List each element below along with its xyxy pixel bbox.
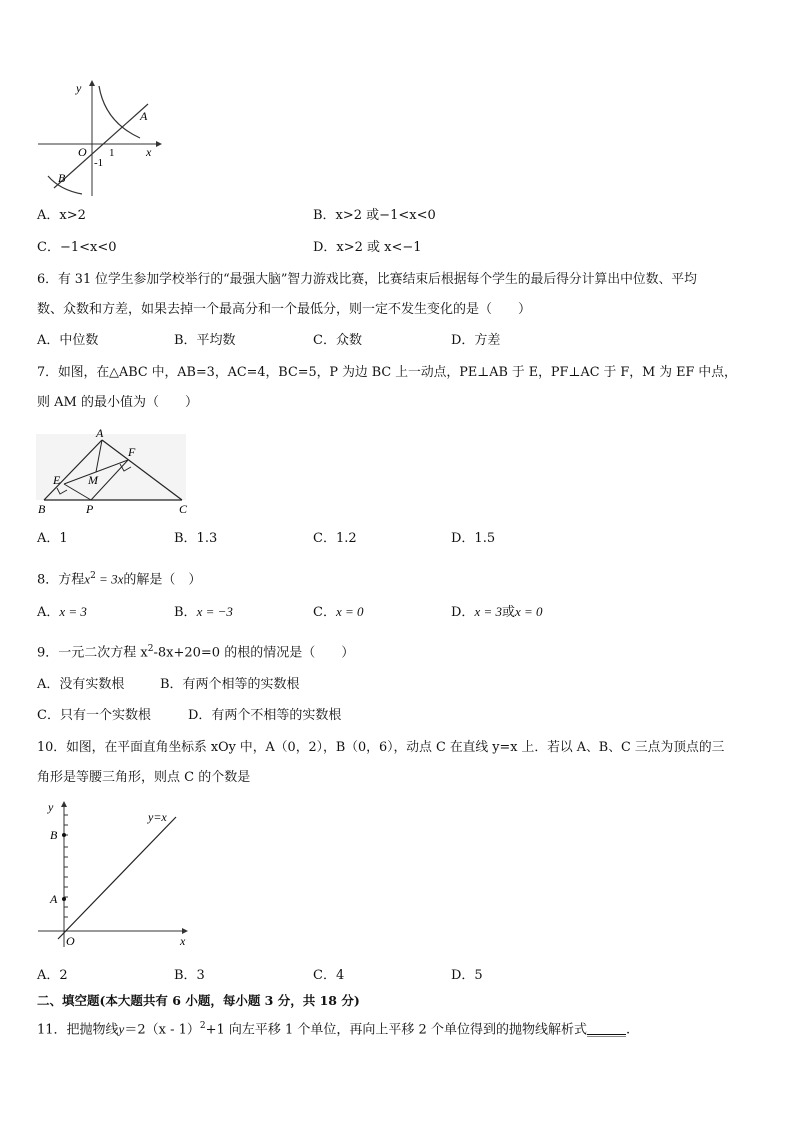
- q10-option-c: C．4: [313, 968, 345, 983]
- hyperbola-line-graph: [36, 78, 166, 200]
- q7-option-a: A．1: [37, 531, 68, 546]
- graph2-point-b-label: B: [50, 828, 58, 842]
- graph2-point-a-label: A: [50, 892, 58, 906]
- q5-option-b: B．x>2 或−1<x<0: [313, 208, 436, 223]
- q8-option-c: C．x = 0: [313, 604, 364, 620]
- fig-e-label: E: [53, 473, 61, 487]
- q10-option-b: B．3: [174, 968, 205, 983]
- graph-x-label: x: [146, 145, 152, 159]
- q6-option-d: D．方差: [451, 333, 501, 348]
- graph-y-label: y: [76, 81, 82, 95]
- graph-point-a-label: A: [140, 109, 148, 123]
- q9-option-c: C．只有一个实数根: [37, 708, 151, 723]
- graph-point-b-label: B: [58, 171, 66, 185]
- fig-m-label: M: [88, 473, 98, 487]
- answer-blank: ______: [586, 1022, 626, 1038]
- q7-option-b: B．1.3: [174, 531, 218, 546]
- fig-c-label: C: [179, 502, 188, 516]
- q10-text-line1: 10．如图，在平面直角坐标系 xOy 中，A（0，2），B（0，6），动点 C 在直线 y=x 上．若以 A、B、C 三点为顶点的三: [37, 740, 725, 755]
- q8-option-d: D．x = 3或x = 0: [451, 604, 543, 620]
- q9-option-a: A．没有实数根: [37, 677, 125, 692]
- fig-f-label: F: [128, 445, 136, 459]
- q6-text-line1: 6．有 31 位学生参加学校举行的“最强大脑”智力游戏比赛，比赛结束后根据每个学生的最后得分计算出中位数、平均: [37, 272, 697, 287]
- graph2-x-label: x: [180, 934, 186, 948]
- q11-text: 11．把抛物线y＝2（x - 1）$^2$+1 向左平移 1 个单位，再向上平移 2 个单位得到的抛物线解析式______.: [37, 1021, 631, 1038]
- q7-text-line1: 7．如图，在△ABC 中，AB=3，AC=4，BC=5，P 为边 BC 上一动点，PE⊥AB 于 E，PF⊥AC 于 F，M 为 EF 中点，: [37, 365, 737, 380]
- q6-option-c: C．众数: [313, 333, 362, 348]
- graph-negone-label: -1: [94, 157, 104, 169]
- q8-option-b: B．x = −3: [174, 604, 233, 620]
- q7-option-d: D．1.5: [451, 531, 496, 546]
- q10-option-a: A．2: [37, 968, 68, 983]
- graph2-y-label: y: [48, 800, 54, 814]
- fig-p-label: P: [86, 502, 94, 516]
- q5-option-a: A．x>2: [37, 208, 86, 223]
- q10-option-d: D．5: [451, 968, 483, 983]
- section-title: 二、填空题(本大题共有 6 小题，每小题 3 分，共 18 分): [37, 993, 360, 1008]
- q8-option-a: A．x = 3: [37, 604, 87, 620]
- q6-option-a: A．中位数: [37, 333, 99, 348]
- q5-option-c: C．−1<x<0: [37, 240, 117, 255]
- q9-option-b: B．有两个相等的实数根: [160, 677, 300, 692]
- fig-b-label: B: [38, 502, 46, 516]
- q6-text-line2: 数、众数和方差，如果去掉一个最高分和一个最低分，则一定不发生变化的是（ ）: [37, 302, 532, 317]
- graph2-origin-label: O: [66, 934, 75, 948]
- q9-text: 9．一元二次方程 $x^2-8x+20=0$ 的根的情况是（ ）: [37, 644, 355, 661]
- q7-text-line2: 则 AM 的最小值为（ ）: [37, 395, 198, 410]
- q6-option-b: B．平均数: [174, 333, 236, 348]
- graph-one-label: 1: [109, 147, 115, 159]
- fig-a-label: A: [96, 426, 104, 440]
- triangle-figure: [36, 424, 192, 516]
- graph-origin-label: O: [78, 145, 87, 159]
- graph2-line-label: y=x: [148, 810, 167, 824]
- q7-option-c: C．1.2: [313, 531, 357, 546]
- q8-text: 8．方程$x^2 = 3x$的解是（ ）: [37, 571, 202, 588]
- q9-option-d: D．有两个不相等的实数根: [188, 708, 342, 723]
- q5-option-d: D．x>2 或 x<−1: [313, 240, 422, 255]
- q10-text-line2: 角形是等腰三角形，则点 C 的个数是: [37, 770, 251, 785]
- coordinate-graph: [36, 797, 196, 951]
